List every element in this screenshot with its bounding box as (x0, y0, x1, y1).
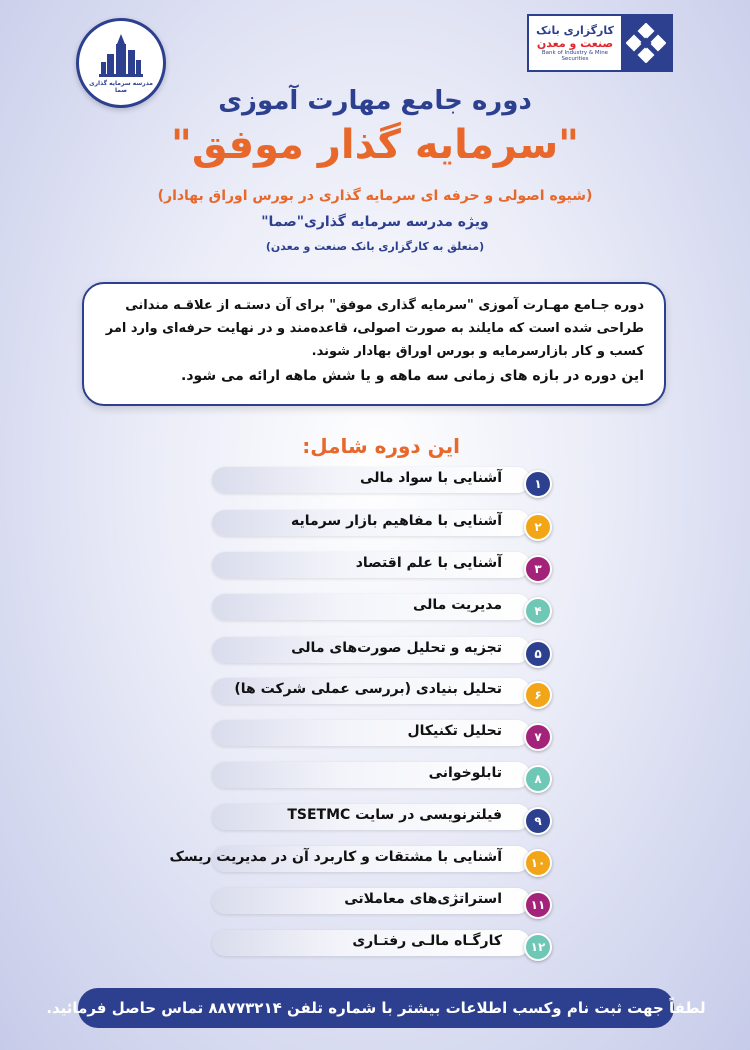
item-label: کارگـاه مالـی رفتـاری (352, 933, 502, 949)
list-item (212, 506, 560, 546)
item-number-badge: ۷ (524, 723, 552, 751)
item-number-badge: ۲ (524, 513, 552, 541)
bank-logo-line1: کارگزاری بانک (536, 24, 614, 37)
contact-footer: لطفاً جهت ثبت نام وکسب اطلاعات بیشتر با شماره تلفن ۸۸۷۷۳۲۱۴ تماس حاصل فرمائید. (78, 988, 674, 1028)
item-number-badge: ۴ (524, 597, 552, 625)
bank-logo-line3: Bank of Industry & Mine Securities (541, 50, 609, 62)
item-label: آشنایی با سواد مالی (360, 470, 502, 486)
item-label: تجزیه و تحلیل صورت‌های مالی (291, 640, 502, 656)
item-pill (212, 720, 530, 746)
subtitle-school: ویژه مدرسه سرمایه گذاری"صما" (261, 214, 489, 230)
item-label: تحلیل تکنیکال (407, 723, 502, 739)
item-number-badge: ۱ (524, 470, 552, 498)
description-line3: کسب و کار بازارسرمایه و بورس اوراق بهادار شوند. (311, 344, 644, 359)
item-pill (212, 467, 530, 493)
item-label: آشنایی با مشتقات و کاربرد آن در مدیریت ریسک (169, 849, 502, 865)
title-line1: دوره جامع مهارت آموزی (218, 86, 532, 116)
item-pill (169, 846, 530, 872)
list-item (212, 884, 560, 924)
list-item (212, 800, 560, 840)
description-line2: طراحی شده است که مایلند به صورت اصولی، قاعده‌مند و در نهایت حرفه‌ای وارد امر (105, 321, 644, 336)
item-label: تحلیل بنیادی (بررسی عملی شرکت ها) (234, 681, 502, 697)
list-item (212, 926, 560, 966)
item-pill (212, 888, 530, 914)
item-pill (212, 637, 530, 663)
list-item (212, 463, 560, 503)
item-number-badge: ۱۲ (524, 933, 552, 961)
item-number-badge: ۱۰ (524, 849, 552, 877)
item-pill (212, 594, 530, 620)
item-number-badge: ۵ (524, 640, 552, 668)
item-number-badge: ۸ (524, 765, 552, 793)
description-line1: دوره جـامع مهـارت آموزی "سرمایه گذاری موفق" برای آن دستـه از علاقـه مندانی (125, 298, 644, 313)
building-icon (99, 32, 143, 78)
bank-logo (527, 14, 673, 72)
description-box (82, 282, 666, 406)
item-number-badge: ۱۱ (524, 891, 552, 919)
list-item (169, 842, 560, 882)
bank-emblem-icon (621, 16, 671, 70)
title-line2: "سرمایه گذار موفق" (170, 122, 579, 168)
includes-heading: این دوره شامل: (302, 434, 460, 458)
list-item (212, 590, 560, 630)
list-item (212, 674, 560, 714)
item-pill (212, 762, 530, 788)
item-number-badge: ۳ (524, 555, 552, 583)
item-label: فیلترنویسی در سایت TSETMC (287, 807, 502, 823)
item-label: مدیریت مالی (412, 597, 502, 613)
item-label: آشنایی با مفاهیم بازار سرمایه (291, 513, 502, 529)
item-pill (212, 930, 530, 956)
item-label: استراتژی‌های معاملاتی (344, 891, 502, 907)
item-pill (212, 552, 530, 578)
description-duration: این دوره در بازه های زمانی سه ماهه و یا شش ماهه ارائه می شود. (181, 368, 644, 384)
list-item (212, 548, 560, 588)
subtitle-methods: (شیوه اصولی و حرفه ای سرمایه گذاری در بورس اوراق بهادار) (157, 188, 593, 204)
item-pill (212, 510, 530, 536)
item-pill (212, 678, 530, 704)
list-item (212, 633, 560, 673)
school-logo-caption: مدرسه سرمایه گذاری صما (89, 80, 153, 94)
item-number-badge: ۶ (524, 681, 552, 709)
bank-logo-line2: صنعت و معدن (536, 37, 614, 50)
list-item (212, 758, 560, 798)
item-label: آشنایی با علم اقتصاد (355, 555, 502, 571)
list-item (212, 716, 560, 756)
subtitle-owner: (متعلق به کارگزاری بانک صنعت و معدن) (265, 240, 485, 253)
item-number-badge: ۹ (524, 807, 552, 835)
item-pill (212, 804, 530, 830)
item-label: تابلوخوانی (428, 765, 502, 781)
